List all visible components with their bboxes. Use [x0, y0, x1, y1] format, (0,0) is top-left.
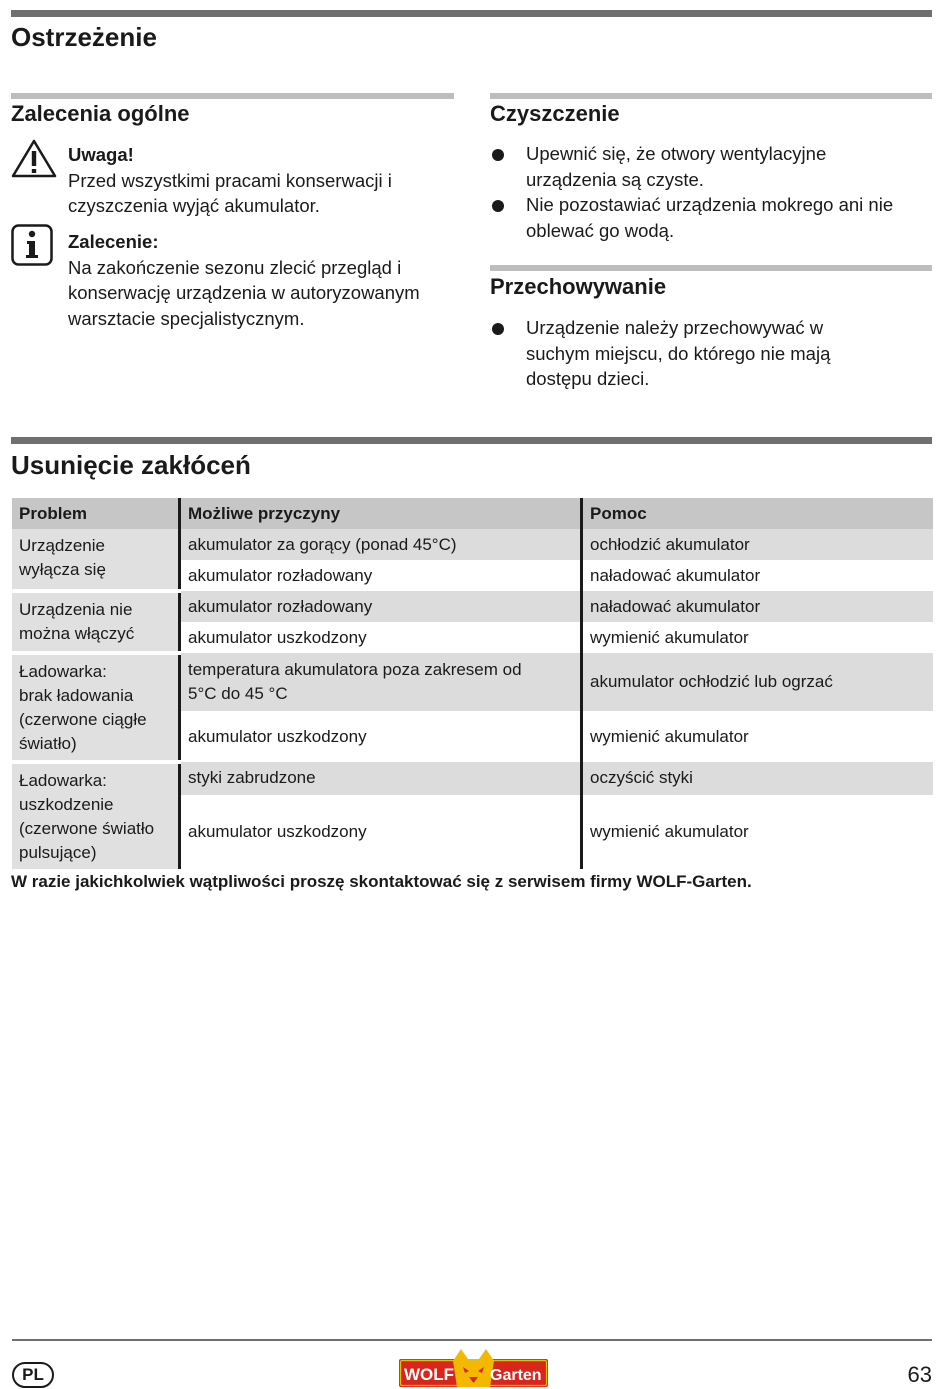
cause-cell: akumulator rozładowany [180, 560, 582, 591]
problem-line: Urządzenia nie [19, 600, 133, 619]
problem-line: (czerwone światło [19, 819, 155, 838]
cleaning-title: Czyszczenie [490, 101, 620, 126]
bullet-icon [492, 200, 504, 212]
list-item-line: dostępu dzieci. [526, 368, 650, 389]
help-cell: oczyścić styki [582, 762, 934, 795]
warning-label: Uwaga! [68, 144, 134, 165]
header-rule [11, 10, 932, 17]
help-cell: wymienić akumulator [582, 622, 934, 653]
problem-cell [12, 529, 180, 591]
problem-cell [12, 591, 180, 653]
page-title: Ostrzeżenie [11, 22, 157, 52]
header-causes: Możliwe przyczyny [180, 498, 582, 529]
problem-line: uszkodzenie [19, 795, 114, 814]
recommendation-line: Na zakończenie sezonu zlecić przegląd i [68, 256, 402, 278]
list-item [490, 192, 935, 243]
page-number: 63 [907, 1362, 932, 1387]
storage-list [490, 315, 935, 392]
help-cell: ochłodzić akumulator [582, 529, 934, 560]
troubleshooting-rule [11, 437, 932, 444]
problem-line: Ładowarka: [19, 771, 107, 790]
problem-line: światło) [19, 734, 77, 753]
warning-block [68, 142, 458, 219]
recommendation-block [68, 229, 458, 331]
warning-line: Przed wszystkimi pracami konserwacji i [68, 169, 392, 191]
logo-text-left: WOLF [404, 1365, 455, 1384]
problem-line: brak ładowania [19, 686, 134, 705]
problem-line: wyłącza się [19, 560, 106, 579]
cause-cell: styki zabrudzone [180, 762, 582, 795]
storage-title: Przechowywanie [490, 274, 667, 299]
recommendation-line: warsztacie specjalistycznym. [68, 307, 305, 329]
language-badge: PL [12, 1362, 54, 1388]
help-cell: naładować akumulator [582, 560, 934, 591]
problem-line: Urządzenie [19, 536, 105, 555]
troubleshooting-title: Usunięcie zakłóceń [11, 450, 251, 480]
list-item-line: oblewać go wodą. [526, 219, 675, 241]
list-item-line: Nie pozostawiać urządzenia mokrego ani nie [526, 194, 894, 215]
help-cell: wymienić akumulator [582, 711, 934, 762]
cause-cell: akumulator rozładowany [180, 591, 582, 622]
problem-line: (czerwone ciągłe [19, 710, 147, 729]
cause-line: temperatura akumulatora poza zakresem od [188, 660, 522, 680]
help-cell: akumulator ochłodzić lub ogrzać [582, 653, 934, 711]
logo-text-right: Garten [490, 1367, 542, 1384]
service-note: W razie jakichkolwiek wątpliwości proszę skontaktować się z serwisem firmy WOLF-Garten. [11, 872, 752, 891]
table-row [12, 529, 933, 560]
bullet-icon [492, 149, 504, 161]
list-item-line: Urządzenie należy przechowywać w [526, 317, 824, 338]
help-cell: naładować akumulator [582, 591, 934, 622]
table-row [12, 591, 933, 622]
warning-triangle-icon [11, 138, 57, 178]
table-header-row [12, 498, 933, 529]
general-title: Zalecenia ogólne [11, 101, 190, 126]
table-row [12, 653, 933, 711]
cause-line: 5°C do 45 °C [188, 684, 288, 704]
troubleshooting-table [12, 498, 933, 869]
recommendation-line: konserwację urządzenia w autoryzowanym [68, 282, 420, 303]
storage-rule [490, 265, 932, 271]
cleaning-rule [490, 93, 932, 99]
problem-line: można włączyć [19, 624, 135, 643]
problem-cell [12, 653, 180, 762]
cause-cell: akumulator uszkodzony [180, 711, 582, 762]
info-icon [11, 224, 53, 266]
list-item-line: suchym miejscu, do którego nie mają [526, 342, 831, 364]
cause-cell [180, 653, 582, 711]
problem-line: pulsujące) [19, 843, 97, 862]
footer-rule [12, 1339, 932, 1341]
wolf-garten-logo [399, 1347, 548, 1389]
cause-cell: akumulator uszkodzony [180, 622, 582, 653]
cause-cell: akumulator za gorący (ponad 45°C) [180, 529, 582, 560]
list-item [490, 315, 935, 392]
cleaning-list [490, 141, 935, 243]
table-row [12, 762, 933, 795]
warning-line: czyszczenia wyjąć akumulator. [68, 195, 320, 216]
header-problem: Problem [12, 498, 180, 529]
general-rule [11, 93, 454, 99]
recommendation-label: Zalecenie: [68, 231, 159, 252]
list-item-line: urządzenia są czyste. [526, 168, 704, 190]
list-item-line: Upewnić się, że otwory wentylacyjne [526, 143, 827, 164]
list-item [490, 141, 935, 192]
cause-cell: akumulator uszkodzony [180, 795, 582, 869]
problem-cell [12, 762, 180, 869]
help-cell: wymienić akumulator [582, 795, 934, 869]
problem-line: Ładowarka: [19, 662, 107, 681]
bullet-icon [492, 323, 504, 335]
header-help: Pomoc [582, 498, 934, 529]
